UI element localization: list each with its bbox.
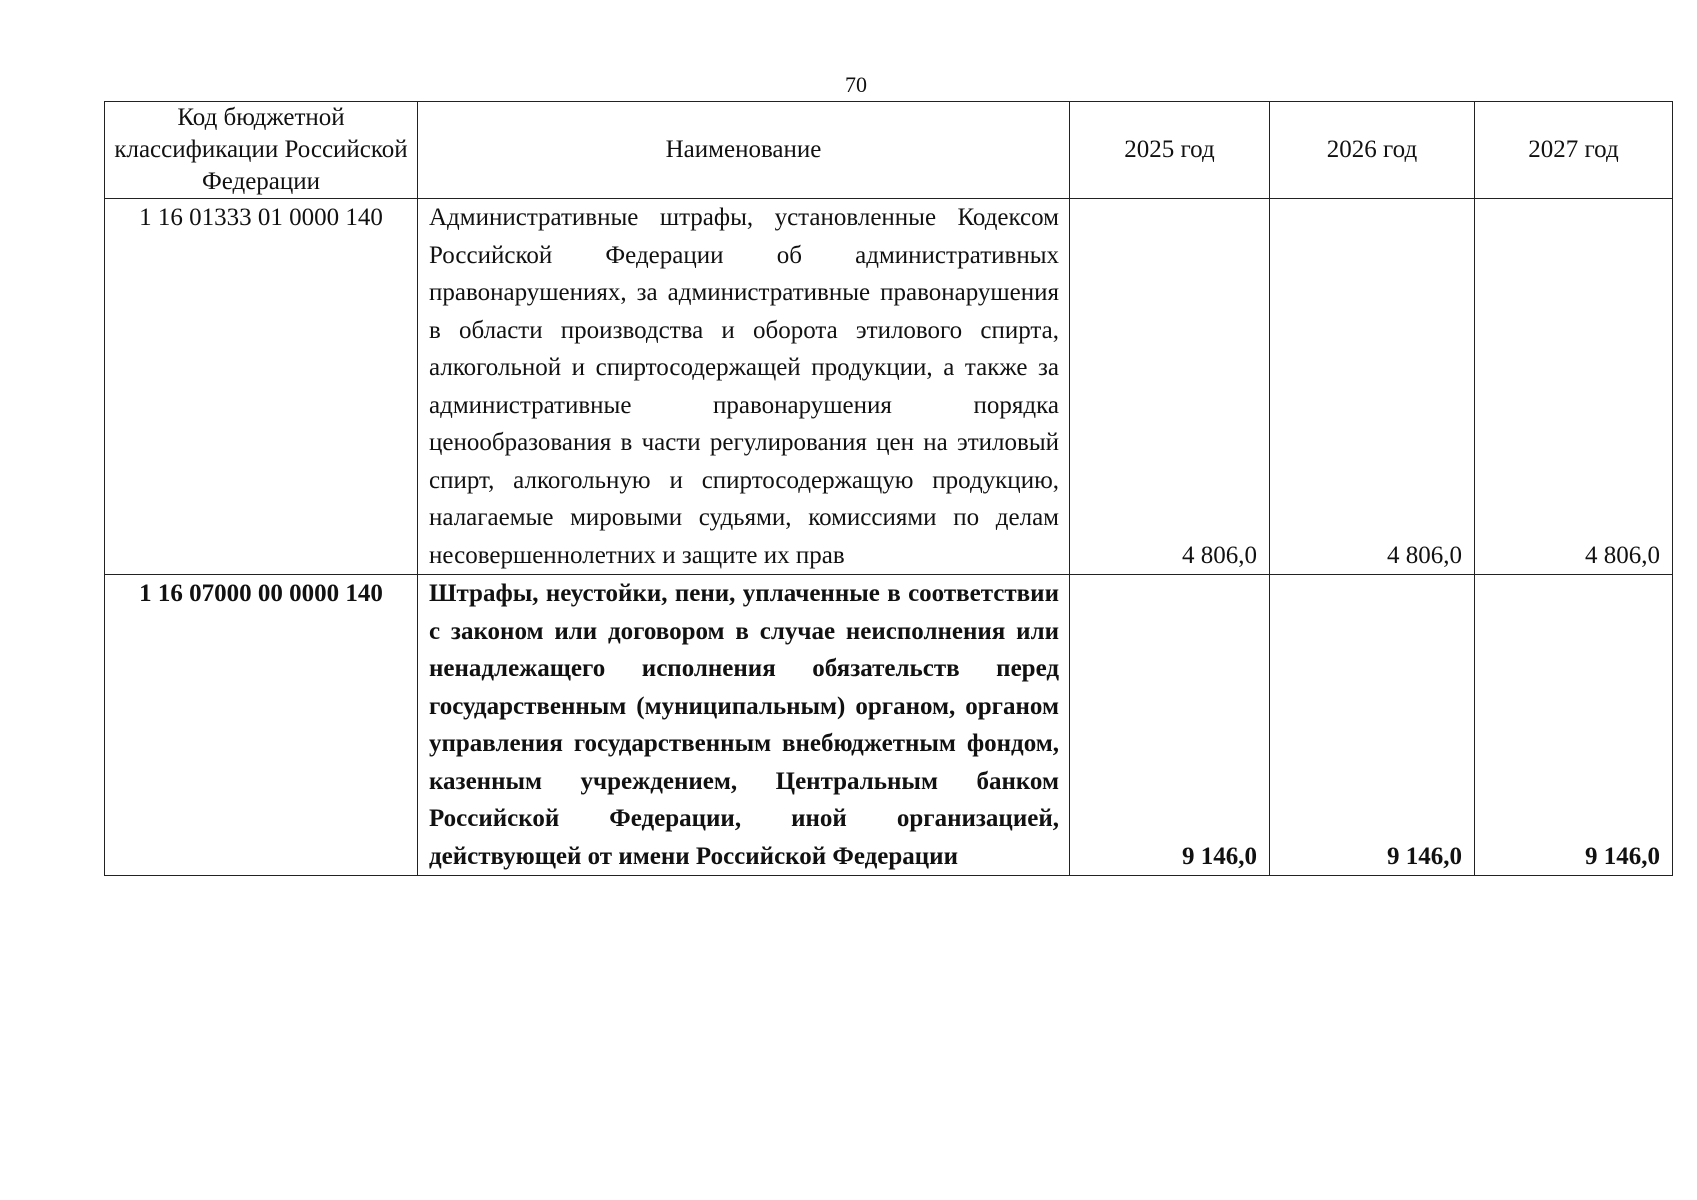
row-value-2027: 4 806,0: [1475, 199, 1673, 575]
row-value-2026: 4 806,0: [1270, 199, 1475, 575]
header-2025: 2025 год: [1070, 102, 1270, 199]
row-value-2025: 4 806,0: [1070, 199, 1270, 575]
budget-revenue-table: [104, 101, 1673, 876]
table-row: [105, 199, 1673, 575]
row-code: 1 16 07000 00 0000 140: [105, 575, 418, 876]
header-2027: 2027 год: [1475, 102, 1673, 199]
table-header-row: [105, 102, 1673, 199]
row-value-2027: 9 146,0: [1475, 575, 1673, 876]
row-name: Штрафы, неустойки, пени, уплаченные в соответствии с законом или договором в случае неисполнения или ненадлежащего исполнения обязательств перед государственным (муниципальным) органом, органом управления государственным внебюджетным фондом, казенным учреждением, Центральным банком Российской Федерации, иной организацией, действующей от имени Российской Федерации: [418, 575, 1070, 876]
header-name: Наименование: [418, 102, 1070, 199]
row-code: 1 16 01333 01 0000 140: [105, 199, 418, 575]
row-name: Административные штрафы, установленные Кодексом Российской Федерации об административных правонарушениях, за административные правонарушения в области производства и оборота этилового спирта, алкогольной и спиртосодержащей продукции, а также за административные правонарушения порядка ценообразования в части регулирования цен на этиловый спирт, алкогольную и спиртосодержащую продукцию, налагаемые мировыми судьями, комиссиями по делам несовершеннолетних и защите их прав: [418, 199, 1070, 575]
row-value-2025: 9 146,0: [1070, 575, 1270, 876]
row-value-2026: 9 146,0: [1270, 575, 1475, 876]
header-code: Код бюджетной классификации Российской Федерации: [105, 102, 418, 199]
header-2026: 2026 год: [1270, 102, 1475, 199]
table-row: [105, 575, 1673, 876]
page-number: 70: [845, 72, 867, 97]
